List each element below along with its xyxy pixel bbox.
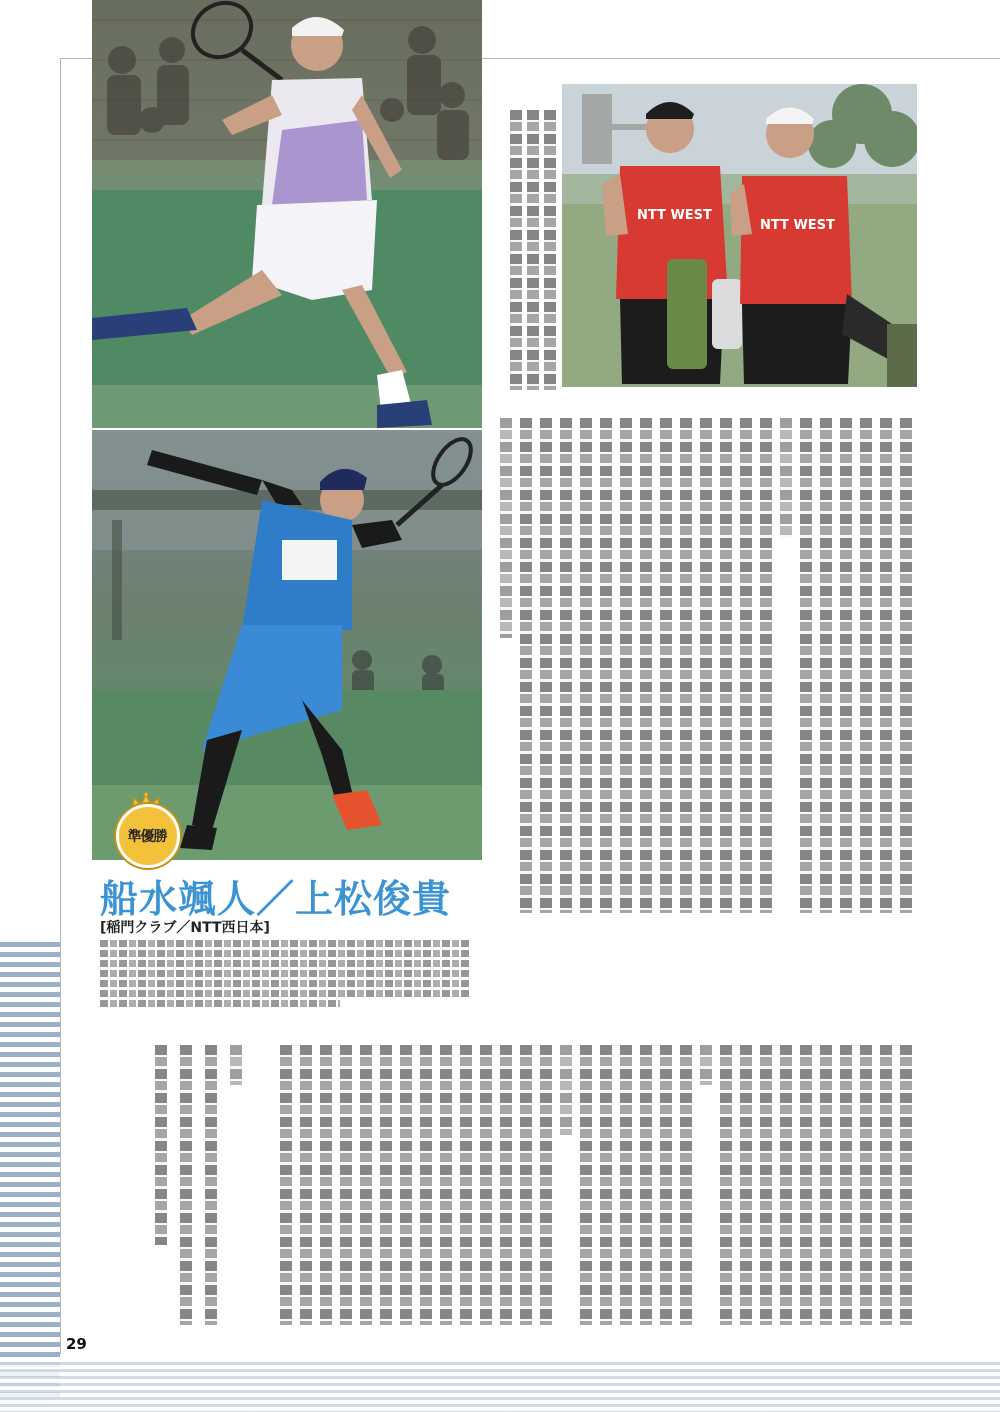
runner-up-badge: [108, 790, 184, 860]
headline: 船水颯人／上松俊貴: [100, 877, 452, 921]
photo-caption-blurred: [100, 940, 470, 1020]
left-stripe-decoration: [0, 942, 60, 1402]
photo-forehand-illustration: [92, 0, 482, 428]
photo-doubles-pair: [562, 84, 917, 387]
photo-player-forehand: [92, 0, 482, 428]
page-number: 29: [66, 1335, 87, 1353]
bottom-stripe-decoration: [0, 1362, 1000, 1412]
jersey-text-right: NTT WEST: [760, 218, 835, 233]
badge-label: 準優勝: [127, 829, 167, 845]
jersey-text-left: NTT WEST: [637, 208, 712, 223]
photo-pair-illustration: [562, 84, 917, 387]
affiliation: [稲門クラブ／NTT西日本]: [100, 920, 270, 936]
